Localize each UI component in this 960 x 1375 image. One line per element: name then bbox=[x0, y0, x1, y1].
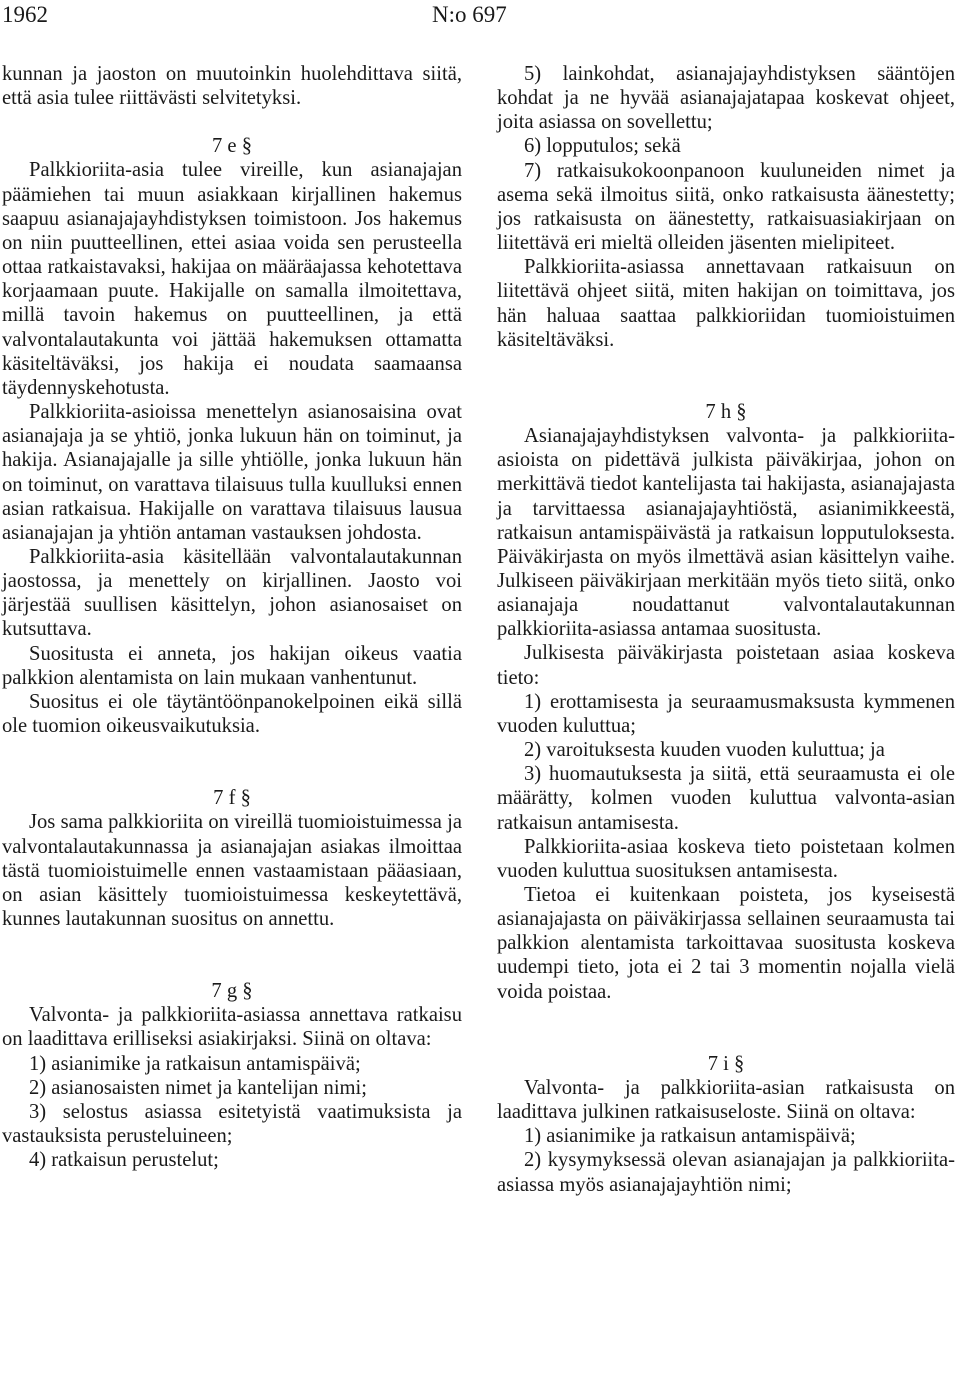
section-heading-7i: 7 i § bbox=[707, 1052, 745, 1075]
paragraph: Suositus ei ole täytäntöönpanokelpoinen eikä sillä ole tuomion oikeusvaikutuksia. bbox=[2, 690, 462, 738]
paragraph: Palkkioriita-asiassa annettavaan ratkaisuun on liitettävä ohjeet siitä, miten hakijan on toimittava, jos hän haluaa saattaa palkkioriidan tuomioistuimen käsiteltäväksi. bbox=[497, 256, 955, 351]
paragraph: Tietoa ei kuitenkaan poisteta, jos kyseisestä asianajajasta on päiväkirjassa sellainen seuraamusta tai palkkion alentamista tarkoittavaa suositusta koskeva uudempi tieto, jota ei 2 tai 3 momentin nojalla vielä voida poistaa. bbox=[497, 884, 955, 1003]
list-item: 3) huomautuksesta ja siitä, että seuraamusta ei ole määrätty, kolmen vuoden kuluttua valvonta-asian ratkaisun antamisesta. bbox=[497, 763, 955, 834]
section-heading-7h: 7 h § bbox=[705, 400, 747, 423]
list-item: 2) kysymyksessä olevan asianajajan ja palkkioriita-asiassa myös asianajajayhtiön nimi; bbox=[497, 1149, 955, 1196]
paragraph: Valvonta- ja palkkioriita-asiassa annettava ratkaisu on laadittava erilliseksi asiakirjaksi. Siinä on oltava: bbox=[2, 1004, 462, 1051]
section-heading-7f: 7 f § bbox=[213, 787, 251, 810]
paragraph: Julkisesta päiväkirjasta poistetaan asiaa koskeva tieto: bbox=[497, 642, 955, 689]
list-item: 1) erottamisesta ja seuraamusmaksusta kymmenen vuoden kuluttua; bbox=[497, 690, 955, 737]
paragraph: Asianajajayhdistyksen valvonta- ja palkkioriita-asioista on pidettävä julkista päiväkirjaa, johon on merkittävä tiedot kantelijasta tai hakijasta, asianajajasta ja tarvittaessa asianajajayhtiöstä, asianimikkeestä, ratkaisun antamispäivästä ja ratkaisun lopputuloksesta. Päiväkirjasta on myös ilmettävä asian käsittelyn vaihe. Julkiseen päiväkirjaan merkitään myös tieto siitä, onko asianajaja noudattanut valvontalautakunnan palkkioriita-asiassa antamaa suositusta. bbox=[497, 425, 955, 641]
page-number: 1962 bbox=[2, 2, 48, 27]
list-item: 5) lainkohdat, asianajajayhdistyksen sääntöjen kohdat ja ne hyvää asianajajatapaa koskevat ohjeet, joita asiassa on sovellettu; bbox=[497, 63, 955, 134]
paragraph: kunnan ja jaoston on muutoinkin huolehdittava siitä, että asia tulee riittävästi selvitetyksi. bbox=[2, 63, 462, 110]
list-item: 6) lopputulos; sekä bbox=[524, 135, 681, 158]
list-item: 1) asianimike ja ratkaisun antamispäivä; bbox=[524, 1125, 856, 1148]
paragraph: Valvonta- ja palkkioriita-asian ratkaisusta on laadittava julkinen ratkaisuseloste. Siinä on oltava: bbox=[497, 1076, 955, 1124]
paragraph: Palkkioriita-asiaa koskeva tieto poistetaan kolmen vuoden kuluttua suosituksen antamisesta. bbox=[497, 835, 955, 882]
statute-number: N:o 697 bbox=[432, 2, 507, 27]
list-item: 3) selostus asiassa esitetyistä vaatimuksista ja vastauksista perusteluineen; bbox=[2, 1100, 462, 1148]
paragraph: Palkkioriita-asia tulee vireille, kun asianajajan päämiehen tai muun asiakkaan kirjallinen hakemus saapuu asianajajayhdistyksen toimistoon. Jos hakemus on niin puutteellinen, ettei asiaa voida sen perusteella ottaa ratkaistavaksi, hakijaa on määräajassa kehotettava korjaamaan puute. Hakijalle on samalla ilmoitettava, millä tavoin hakemus on puutteellinen, ja että valvontalautakunta voi jättää hakemuksen ottamatta käsiteltäväksi, jos hakija ei noudata saamaansa täydennyskehotusta. bbox=[2, 159, 462, 399]
list-item: 4) ratkaisun perustelut; bbox=[29, 1149, 219, 1172]
paragraph: Jos sama palkkioriita on vireillä tuomioistuimessa ja valvontalautakunnassa ja asianajajan asiakas ilmoittaa tästä tuomioistuimelle ennen vastaamistaan pääasiaan, on asian käsittely tuomioistuimessa keskeytettävä, kunnes lautakunnan suositus on annettu. bbox=[2, 811, 462, 930]
paragraph: Palkkioriita-asia käsitellään valvontalautakunnan jaostossa, ja menettely on kirjallinen. Jaosto voi järjestää suullisen käsittelyn, johon asianosaiset on kutsuttava. bbox=[2, 545, 462, 641]
section-heading-7e: 7 e § bbox=[211, 135, 253, 158]
list-item: 2) asianosaisten nimet ja kantelijan nimi; bbox=[29, 1076, 367, 1099]
list-item: 7) ratkaisukokoonpanoon kuuluneiden nimet ja asema sekä ilmoitus siitä, onko ratkaisusta äänestetty; jos ratkaisusta on äänestetty, ratkaisuasiakirjaan on liitettävä eri mieltä olleiden jäsenten mielipiteet. bbox=[497, 159, 955, 255]
paragraph: Palkkioriita-asioissa menettelyn asianosaisina ovat asianajaja ja se yhtiö, jonka lukuun hän on toiminut, ja hakija. Asianajajalle ja sille yhtiölle, jonka lukuun hän on toiminut, on varattava tilaisuus tulla kuulluksi ennen asian ratkaisua. Hakijalle on varattava tilaisuus lausua asianajajan ja yhtiön antaman vastauksen johdosta. bbox=[2, 401, 462, 544]
right-column bbox=[497, 62, 955, 1197]
page-header bbox=[0, 0, 960, 40]
section-heading-7g: 7 g § bbox=[211, 980, 253, 1003]
list-item: 2) varoituksesta kuuden vuoden kuluttua; ja bbox=[524, 739, 885, 762]
paragraph: Suositusta ei anneta, jos hakijan oikeus vaatia palkkion alentamista on lain mukaan vanhentunut. bbox=[2, 642, 462, 689]
list-item: 1) asianimike ja ratkaisun antamispäivä; bbox=[29, 1052, 361, 1075]
left-column bbox=[2, 62, 462, 1172]
